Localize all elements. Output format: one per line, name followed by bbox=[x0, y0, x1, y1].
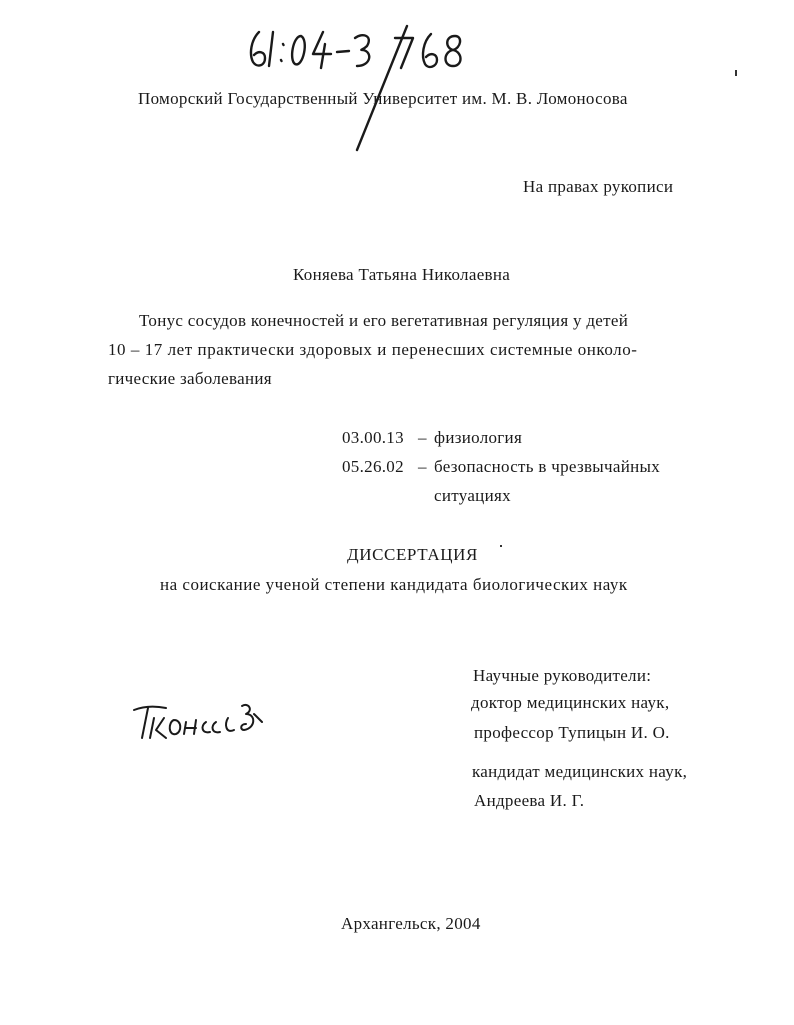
supervisor-2-title: кандидат медицинских наук, bbox=[472, 762, 688, 781]
specialty-name-2: безопасность в чрезвычайных bbox=[434, 457, 661, 476]
supervisors-heading: Научные руководители: bbox=[473, 666, 652, 685]
specialty-code-2: 05.26.02 bbox=[342, 457, 404, 476]
manuscript-note: На правах рукописи bbox=[523, 177, 674, 196]
specialty-dash-1: – bbox=[418, 428, 427, 447]
document-type: ДИССЕРТАЦИЯ bbox=[347, 545, 478, 564]
degree-statement: на соискание ученой степени кандидата биологических наук bbox=[160, 575, 628, 594]
specialty-code-1: 03.00.13 bbox=[342, 428, 404, 447]
title-line-3: гические заболевания bbox=[108, 369, 272, 388]
supervisor-2-name: Андреева И. Г. bbox=[474, 791, 585, 810]
supervisor-1-title: доктор медицинских наук, bbox=[471, 693, 670, 712]
handwritten-archive-code bbox=[245, 10, 475, 95]
place-and-year: Архангельск, 2004 bbox=[341, 914, 481, 933]
specialty-name-1: физиология bbox=[434, 428, 523, 447]
author-name: Коняева Татьяна Николаевна bbox=[293, 265, 511, 284]
title-line-2: 10 – 17 лет практически здоровых и перенесших системные онколо- bbox=[108, 340, 638, 359]
author-signature bbox=[130, 688, 280, 753]
specialty-dash-2: – bbox=[418, 457, 427, 476]
supervisor-1-name: профессор Тупицын И. О. bbox=[474, 723, 670, 742]
specialty-name-2-cont: ситуациях bbox=[434, 486, 511, 505]
title-line-1: Тонус сосудов конечностей и его вегетативная регуляция у детей bbox=[139, 311, 629, 330]
university-name: Поморский Государственный Университет им. М. В. Ломоносова bbox=[138, 89, 628, 108]
